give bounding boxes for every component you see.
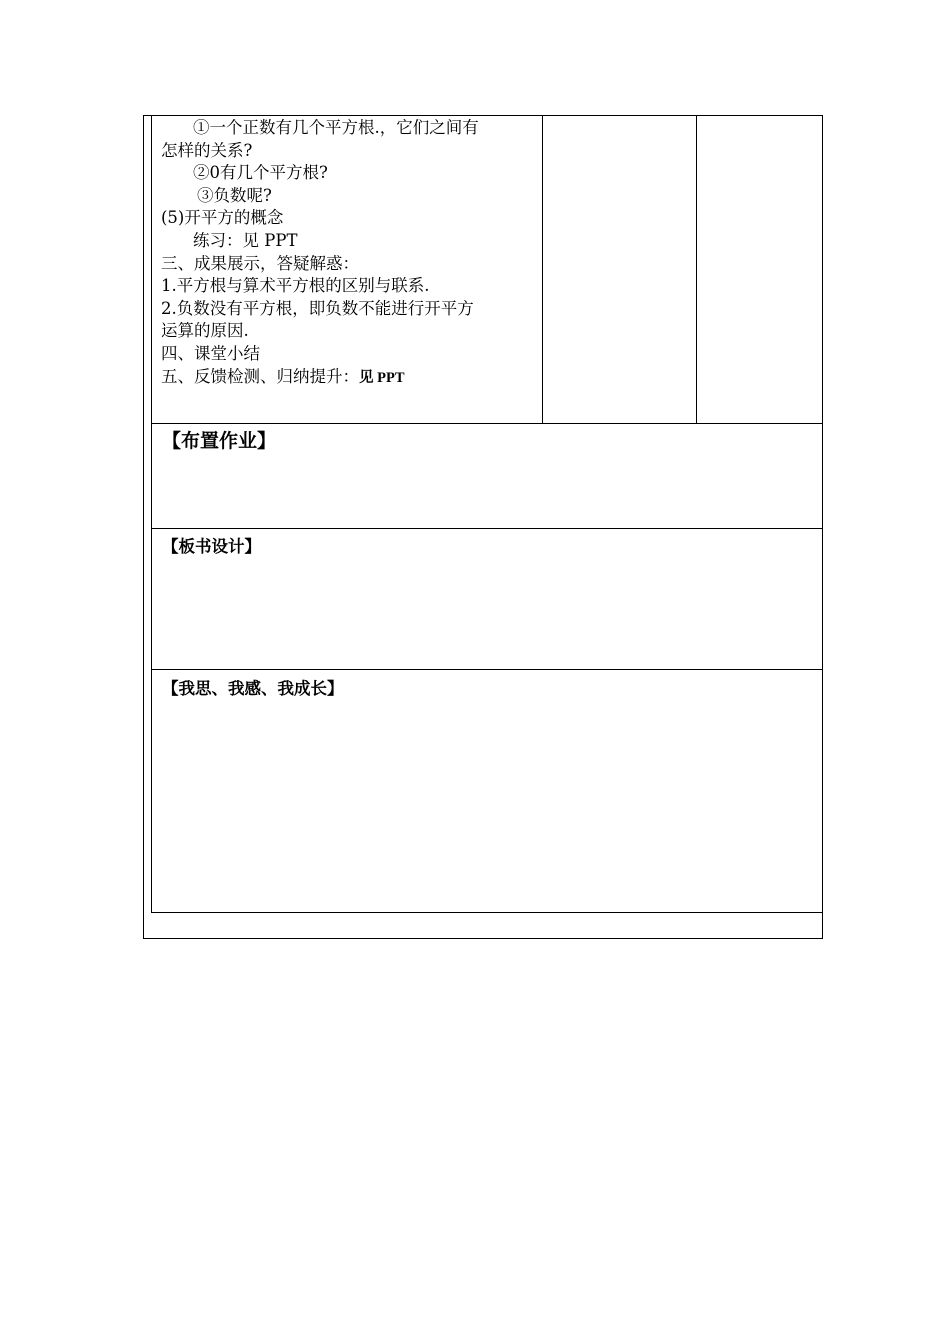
column-divider-2	[696, 115, 697, 424]
row-divider-board	[151, 528, 823, 529]
outer-bottom-border	[143, 938, 823, 939]
section-five-heading	[161, 366, 541, 390]
question-2: ②0有几个平方根?	[193, 163, 328, 183]
outer-right-border	[822, 115, 823, 939]
question-1-line-1: ①一个正数有几个平方根.，它们之间有	[193, 118, 479, 137]
row-divider-homework	[151, 423, 823, 424]
lesson-content	[161, 117, 541, 389]
outer-left-border	[143, 115, 144, 939]
homework-title: 【布置作业】	[162, 430, 277, 452]
row-divider-reflection	[151, 669, 823, 670]
point-1: 1.平方根与算术平方根的区别与联系.	[161, 276, 430, 296]
section-five-label: 五、反馈检测、归纳提升：	[161, 366, 359, 386]
outer-top-border	[143, 115, 823, 116]
inner-left-border	[151, 115, 152, 913]
section-three-heading: 三、成果展示，答疑解惑：	[161, 253, 359, 273]
inner-bottom-border	[151, 912, 823, 913]
section-five-ppt: 见 PPT	[359, 369, 405, 386]
reflection-title: 【我思、我感、我成长】	[162, 679, 344, 698]
point-2-line-2: 运算的原因.	[161, 321, 249, 341]
section-four-heading: 四、课堂小结	[161, 343, 260, 363]
concept-heading: (5)开平方的概念	[161, 208, 284, 228]
question-3: ③负数呢?	[197, 185, 272, 205]
question-1-line-2: 怎样的关系?	[161, 140, 253, 160]
board-design-title: 【板书设计】	[162, 537, 261, 556]
practice-line: 练习：见 PPT	[193, 230, 298, 250]
column-divider-1	[542, 115, 543, 424]
point-2-line-1: 2.负数没有平方根，即负数不能进行开平方	[161, 298, 474, 318]
